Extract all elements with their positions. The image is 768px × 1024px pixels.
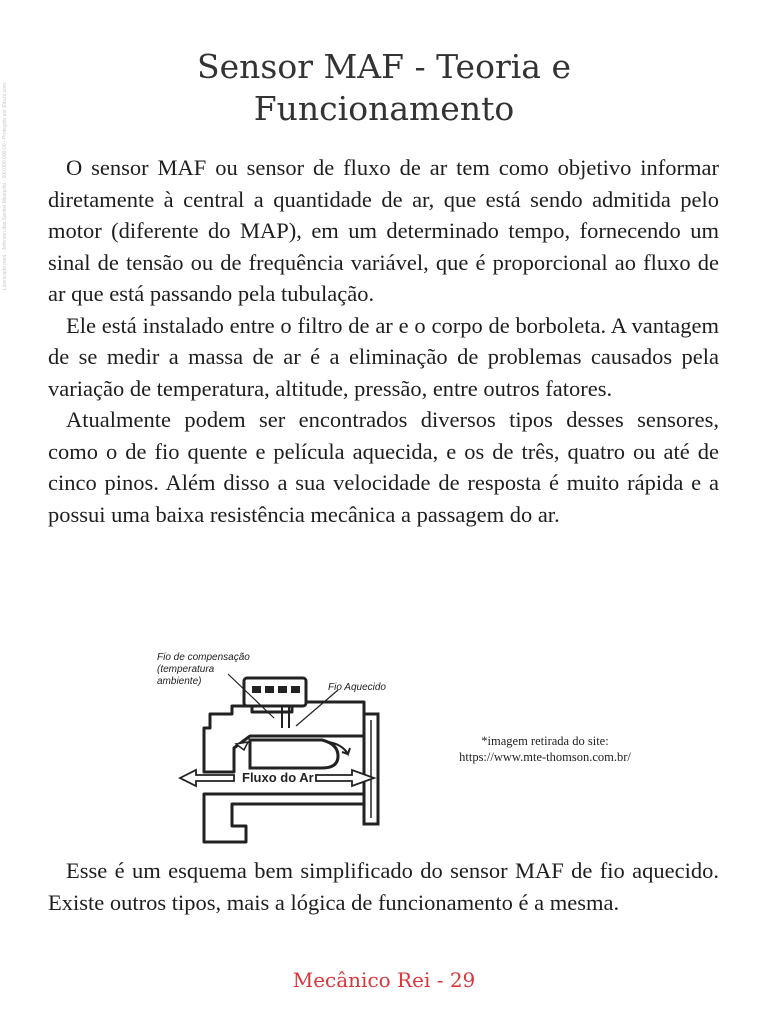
intro-text <box>48 152 719 530</box>
connector-pin <box>291 686 300 693</box>
inner-arrow-left <box>236 742 248 750</box>
connector-pin <box>278 686 287 693</box>
maf-diagram-svg <box>152 644 402 844</box>
paragraph-2: Ele está instalado entre o filtro de ar e o corpo de borboleta. A vantagem de se medir a massa de ar é a eliminação de problemas causados pela variação de temperatura, altitude, pressão, entre outros fatores. <box>48 312 719 401</box>
comp-label-line1: Fio de compensação <box>157 652 250 663</box>
sensor-lower-body <box>204 794 364 842</box>
hot-wire-label: Fio Aquecido <box>328 682 386 693</box>
comp-label-line3: ambiente) <box>157 676 202 687</box>
credit-line-1: *imagem retirada do site: <box>481 734 609 748</box>
connector-pin <box>265 686 274 693</box>
closing-text <box>48 855 719 918</box>
paragraph-3: Atualmente podem ser encontrados diversos tipos desses sensores, como o de fio quente e película aquecida, e os de três, quatro ou até de cinco pinos. Além disso a sua velocidade de resposta é muito rápida e a possui uma baixa resistência mecânica a passagem do ar. <box>48 407 719 527</box>
comp-label-line2: (temperatura <box>157 664 215 675</box>
flow-label: Fluxo do Ar <box>242 770 314 785</box>
license-watermark: Licenciado para - Jeferson dos Santos Mesquita - 000.000.000-00 - Protegido por Eduzz.com <box>2 82 8 290</box>
title-line-2: Funcionamento <box>253 89 515 128</box>
paragraph-1: O sensor MAF ou sensor de fluxo de ar tem como objetivo informar diretamente à central a quantidade de ar, que está sendo admitida pelo motor (diferente do MAP), em um determinado tempo, fornecendo um sinal de tensão ou de frequência variável, que é proporcional ao fluxo de ar que está passando pela tubulação. <box>48 155 719 306</box>
page-title <box>48 46 720 130</box>
image-credit <box>415 733 675 765</box>
bypass-channel <box>250 740 338 768</box>
page-footer: Mecânico Rei - 29 <box>292 968 476 992</box>
credit-url: https://www.mte-thomson.com.br/ <box>459 750 631 764</box>
connector-pin <box>252 686 261 693</box>
title-line-1: Sensor MAF - Teoria e <box>197 47 571 86</box>
closing-paragraph: Esse é um esquema bem simplificado do sensor MAF de fio aquecido. Existe outros tipos, mais a lógica de funcionamento é a mesma. <box>48 858 719 915</box>
maf-sensor-diagram <box>152 644 402 844</box>
